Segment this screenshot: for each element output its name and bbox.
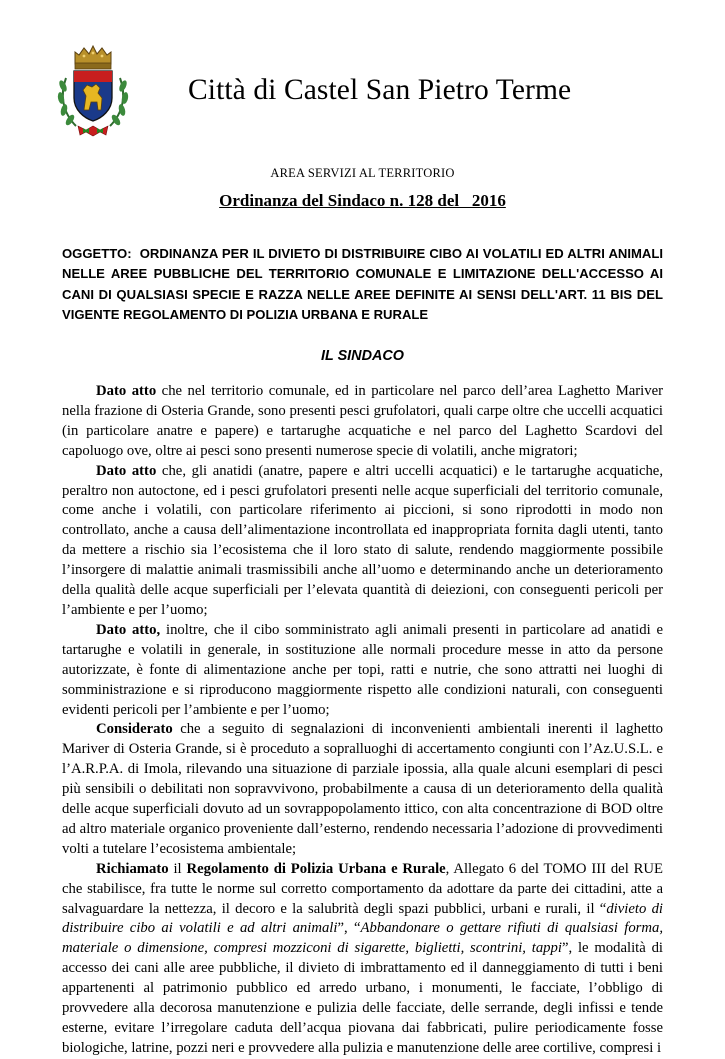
paragraph-lead: Richiamato xyxy=(96,860,169,877)
paragraph-connector: il xyxy=(168,860,187,877)
paragraph-dato-atto-2 xyxy=(62,462,663,621)
quoted-rule: divieto di distribuire cibo ai volatili e ad altri animali xyxy=(62,900,663,937)
paragraph-text: che, gli anatidi (anatre, papere e altri uccelli acquatici) e le tartarughe acquatiche, peraltro non autoctone, ed i pesci grufolatori presenti nelle acque superficiali del territorio comunale, come anche i volatili, con particolare riferimento ai piccioni, si sono riprodotti in modo non controllato, anche a causa dell’alimentazione incontrollata ed inappropriata fornita dagli utenti, tanto da mettere a rischio sia l’ecosistema che il loro stato di salute, rendendo maggiormente possibile l’insorgere di malattie animali trasmissibili anche all’uomo e determinando anche un deterioramento della qualità delle acque superficiali per l’elevata quantità di deiezioni, con conseguenti pericoli per l’ambiente e per l’uomo; xyxy=(62,462,663,618)
subject-label: OGGETTO: xyxy=(62,246,132,261)
paragraph-text: ”, le modalità di accesso dei cani alle aree pubbliche, il divieto di imbrattamento ed il danneggiamento di tutti i beni appartenenti al patrimonio pubblico ed arredo urbano, i monumenti, le facciate, l’obbligo di provvedere alla decorosa manutenzione e pulizia delle facciate, delle serrande, degli infissi e tende esterne, evitare l’irregolare caduta dell’acqua piovana dai fabbricati, pulire periodicamente fosse biologiche, latrine, pozzi neri e provvedere alla pulizia e manutenzione delle aree cortilive, compresi i xyxy=(62,940,663,1056)
paragraph-text: ”, “ xyxy=(337,920,361,937)
paragraph-dato-atto-3 xyxy=(62,621,663,721)
subject-text: ORDINANZA PER IL DIVIETO DI DISTRIBUIRE CIBO AI VOLATILI ED ALTRI ANIMALI NELLE AREE PUBBLICHE DEL TERRITORIO COMUNALE E LIMITAZIONE DELL'ACCESSO AI CANI DI QUALSIASI SPECIE E RAZZA NELLE AREE DEFINITE AI SENSI DELL'ART. 11 BIS DEL VIGENTE REGOLAMENTO DI POLIZIA URBANA E RURALE xyxy=(62,246,663,322)
quoted-rule: Abbandonare o gettare rifiuti di qualsiasi forma, materiale o dimensione, compresi mozziconi di sigarette, biglietti, scontrini, tappi xyxy=(62,920,664,957)
issuer-heading: IL SINDACO xyxy=(321,348,404,364)
paragraph-text: , Allegato 6 del TOMO III del RUE che stabilisce, fra tutte le norme sul corretto comportamento da adottare da parte dei cittadini, atte a salvaguardare la nettezza, il decoro e la salubrità degli spazi pubblici, urbani e rurali, il “ xyxy=(62,860,663,917)
paragraph-text: inoltre, che il cibo somministrato agli animali presenti in particolare ad anatidi e tartarughe e volatili in generale, in sostituzione alle normali procedure messe in atto da persone autorizzate, è fonte di alimentazione anche per topi, ratti e nutrie, che sono attratti nei luoghi di somministrazione e si riproducono maggiormente rispetto alle condizioni naturali, con conseguenti evidenti pericoli per l’ambiente e per l’uomo; xyxy=(62,621,664,718)
paragraph-lead: Dato atto xyxy=(96,462,157,479)
paragraph-text: che a seguito di segnalazioni di inconvenienti ambientali inerenti il laghetto Mariver di Osteria Grande, si è proceduto a sopralluoghi di accertamento congiunti con l’Az.U.S.L. e l’A.R.P.A. di Imola, rilevando una situazione di parziale ipossia, alla quale alcuni esemplari di pesci più sensibili o debilitati non sopravvivono, probabilmente a causa di un deterioramento della qualità delle acque superficiali dovuto ad un sovrappopolamento ittico, con alta concentrazione di BOD oltre ad altro materiale organico proveniente dall’esterno, rendendo necessaria l’adozione di provvedimenti volti a tutelare l’ecosistema ambientale; xyxy=(62,721,663,857)
paragraph-lead: Dato atto, xyxy=(96,621,161,638)
paragraph-text: che nel territorio comunale, ed in particolare nel parco dell’area Laghetto Mariver nella frazione di Osteria Grande, sono presenti pesci grufolatori, quali carpe oltre che uccelli acquatici (in particolare anatre e papere) e tartarughe acquatiche e nel parco del Laghetto Scardovi del capoluogo ove, oltre ai pesci sono presenti numerose specie di volatili, anche migratori; xyxy=(62,383,663,459)
regulation-name: Regolamento di Polizia Urbana e Rurale xyxy=(186,860,446,877)
subject-block xyxy=(62,244,663,325)
city-name-heading: Città di Castel San Pietro Terme xyxy=(188,74,572,106)
paragraph-lead: Dato atto xyxy=(96,383,157,399)
municipal-coat-of-arms-icon xyxy=(56,42,130,140)
paragraph-considerato xyxy=(62,720,663,859)
paragraph-dato-atto-1 xyxy=(62,382,663,462)
paragraph-richiamato xyxy=(62,860,663,1059)
ordinance-body xyxy=(62,382,663,1059)
paragraph-lead: Considerato xyxy=(96,721,173,738)
ordinance-title: Ordinanza del Sindaco n. 128 del 2016 xyxy=(219,191,506,210)
department-label: AREA SERVIZI AL TERRITORIO xyxy=(270,166,455,180)
